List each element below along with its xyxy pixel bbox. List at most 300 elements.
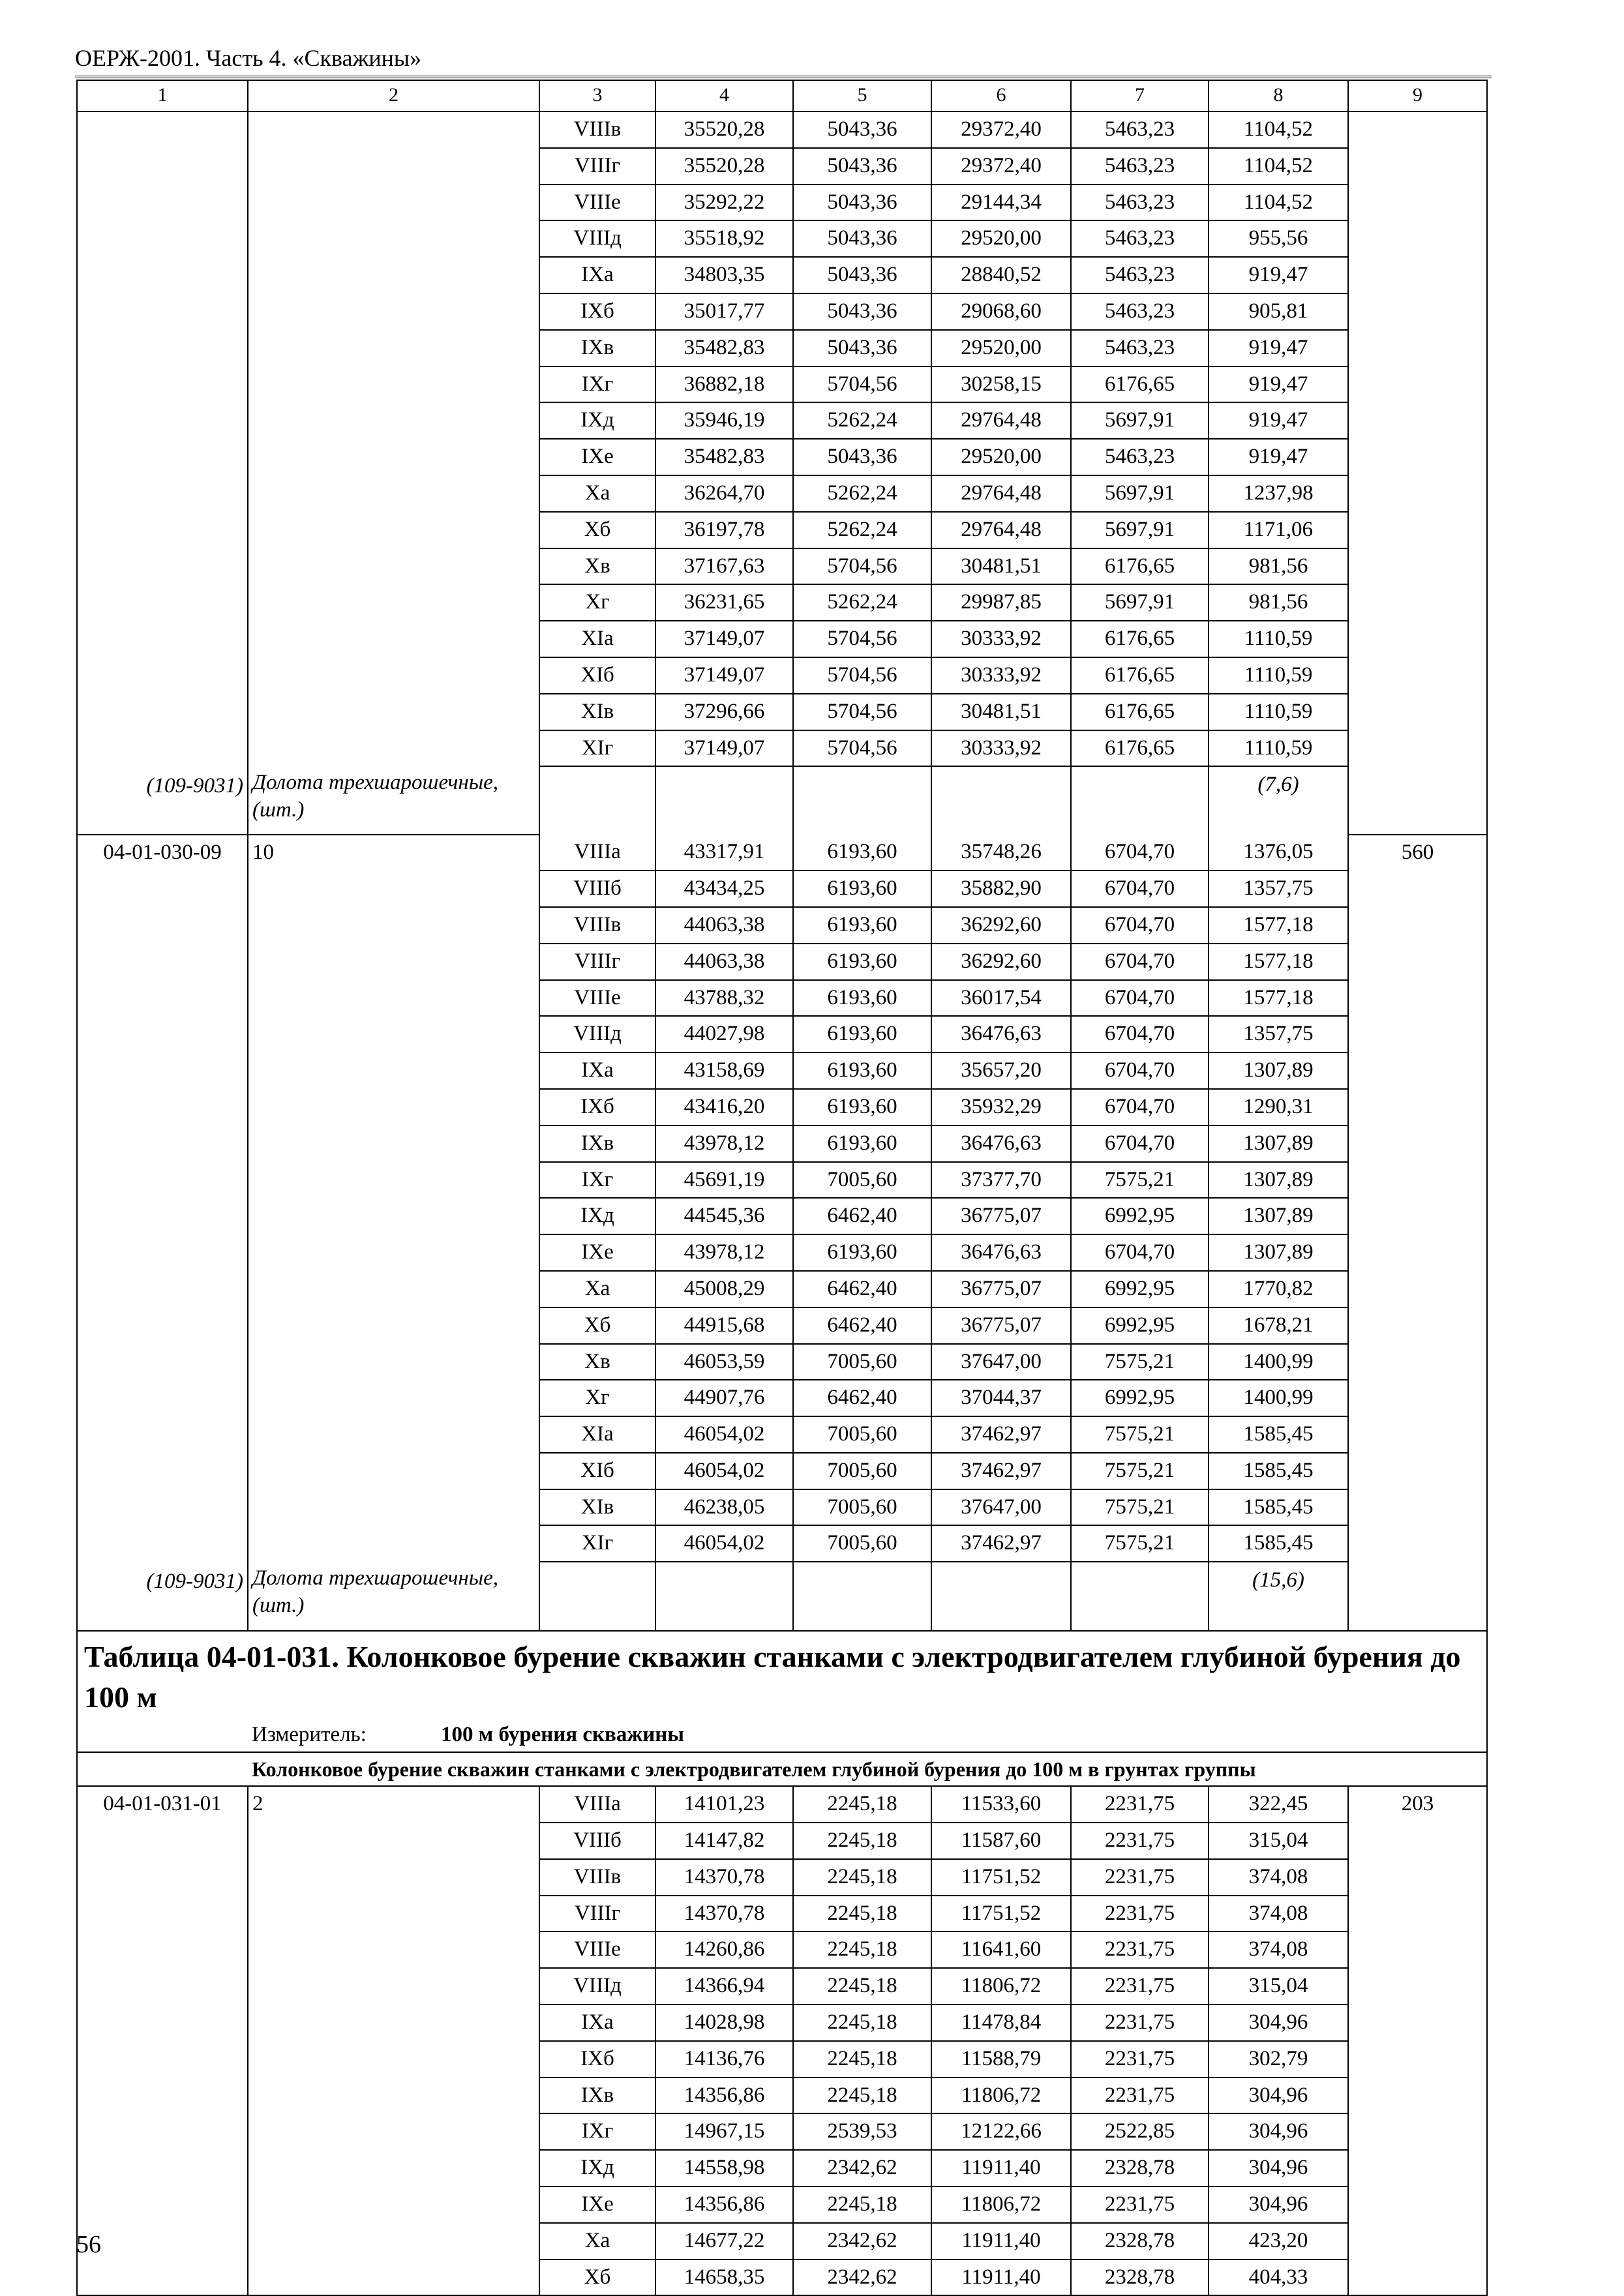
value-cell: 11806,72: [931, 2186, 1071, 2223]
table-cell: [77, 1052, 248, 1089]
value-cell: 5463,23: [1071, 148, 1209, 185]
col9-value: 203: [1348, 1786, 1487, 1823]
column-number: 4: [655, 80, 793, 112]
table-cell: [655, 1562, 793, 1631]
resource-note-row: [77, 766, 1487, 835]
table-cell: [248, 1234, 539, 1271]
value-cell: 37044,37: [931, 1380, 1071, 1416]
table-cell: [1348, 657, 1487, 694]
value-cell: 304,96: [1209, 2005, 1348, 2041]
soil-group: XIг: [539, 730, 655, 767]
page-number: 56: [76, 2231, 101, 2258]
value-cell: 37462,97: [931, 1416, 1071, 1453]
soil-group: XIа: [539, 1416, 655, 1453]
table-cell: [1348, 1823, 1487, 1859]
value-cell: 29372,40: [931, 148, 1071, 185]
table-cell: [248, 657, 539, 694]
value-cell: 1110,59: [1209, 657, 1348, 694]
table-cell: [1348, 1931, 1487, 1968]
soil-group: IXа: [539, 1052, 655, 1089]
value-cell: 1585,45: [1209, 1525, 1348, 1562]
value-cell: 6704,70: [1071, 1089, 1209, 1126]
table-cell: [248, 1823, 539, 1859]
value-cell: 7005,60: [793, 1416, 931, 1453]
table-cell: [77, 1271, 248, 1307]
table-cell: [1348, 2005, 1487, 2041]
value-cell: 37462,97: [931, 1453, 1071, 1489]
soil-group: VIIIд: [539, 220, 655, 257]
soil-group: IXе: [539, 1234, 655, 1271]
table-row: [77, 694, 1487, 730]
table-cell: [77, 1896, 248, 1932]
table-row: [77, 330, 1487, 366]
value-cell: 7575,21: [1071, 1344, 1209, 1380]
value-cell: 1307,89: [1209, 1126, 1348, 1162]
table-cell: [931, 1562, 1071, 1631]
table-cell: [77, 1234, 248, 1271]
value-cell: 2245,18: [793, 1786, 931, 1823]
table-cell: [1348, 980, 1487, 1017]
value-cell: 1237,98: [1209, 475, 1348, 512]
value-cell: 5043,36: [793, 330, 931, 366]
value-cell: 35518,92: [655, 220, 793, 257]
table-cell: [248, 980, 539, 1017]
table-cell: [1348, 1562, 1487, 1631]
table-cell: [248, 1453, 539, 1489]
table-row: [77, 2005, 1487, 2041]
soil-group: IXд: [539, 2150, 655, 2186]
soil-group: IXа: [539, 257, 655, 293]
table-cell: [248, 907, 539, 944]
table-cell: [1348, 220, 1487, 257]
table-cell: [77, 402, 248, 439]
table-row: [77, 1859, 1487, 1896]
table-cell: [77, 621, 248, 657]
soil-group: Xа: [539, 475, 655, 512]
table-cell: [248, 185, 539, 221]
value-cell: 6193,60: [793, 1052, 931, 1089]
table-cell: [1348, 330, 1487, 366]
table-cell: [248, 293, 539, 330]
value-cell: 2342,62: [793, 2223, 931, 2259]
value-cell: 6176,65: [1071, 621, 1209, 657]
value-cell: 43978,12: [655, 1126, 793, 1162]
value-cell: 12122,66: [931, 2113, 1071, 2150]
value-cell: 14658,35: [655, 2259, 793, 2296]
soil-group: Xа: [539, 2223, 655, 2259]
table-row: [77, 1823, 1487, 1859]
value-cell: 7575,21: [1071, 1489, 1209, 1526]
value-cell: 34803,35: [655, 257, 793, 293]
table-cell: [1348, 2078, 1487, 2114]
soil-group: XIв: [539, 694, 655, 730]
table-row: [77, 548, 1487, 585]
table-cell: [248, 1126, 539, 1162]
value-cell: 46238,05: [655, 1489, 793, 1526]
soil-group: IXд: [539, 1198, 655, 1234]
value-cell: 5697,91: [1071, 584, 1209, 621]
value-cell: 37377,70: [931, 1162, 1071, 1199]
value-cell: 423,20: [1209, 2223, 1348, 2259]
value-cell: 2245,18: [793, 1896, 931, 1932]
table-cell: [1348, 1162, 1487, 1199]
value-cell: 29987,85: [931, 584, 1071, 621]
table-cell: [1348, 548, 1487, 585]
table-cell: [248, 1307, 539, 1344]
soil-group: IXб: [539, 2041, 655, 2078]
soil-group: Xб: [539, 512, 655, 548]
value-cell: 35017,77: [655, 293, 793, 330]
table-cell: [248, 148, 539, 185]
table-cell: [77, 1416, 248, 1453]
value-cell: 36476,63: [931, 1126, 1071, 1162]
soil-group: IXв: [539, 2078, 655, 2114]
table-cell: [248, 694, 539, 730]
table-cell: [77, 1931, 248, 1968]
value-cell: 1400,99: [1209, 1344, 1348, 1380]
table-cell: [1348, 2186, 1487, 2223]
soil-group: VIIIд: [539, 1016, 655, 1052]
value-cell: 1290,31: [1209, 1089, 1348, 1126]
value-cell: 5463,23: [1071, 330, 1209, 366]
value-cell: 43978,12: [655, 1234, 793, 1271]
value-cell: 6704,70: [1071, 871, 1209, 907]
table-row: [77, 1416, 1487, 1453]
soil-group: IXв: [539, 1126, 655, 1162]
value-cell: 5463,23: [1071, 439, 1209, 475]
table-cell: [1348, 584, 1487, 621]
soil-group: Xв: [539, 548, 655, 585]
value-cell: 35482,83: [655, 330, 793, 366]
value-cell: 36197,78: [655, 512, 793, 548]
table-cell: [1348, 512, 1487, 548]
soil-group: VIIIг: [539, 148, 655, 185]
value-cell: 6704,70: [1071, 835, 1209, 871]
table-cell: [77, 1453, 248, 1489]
soil-group: IXб: [539, 1089, 655, 1126]
table-cell: [77, 907, 248, 944]
value-cell: 1307,89: [1209, 1162, 1348, 1199]
table-cell: [77, 1016, 248, 1052]
value-cell: 6193,60: [793, 1126, 931, 1162]
value-cell: 14147,82: [655, 1823, 793, 1859]
value-cell: 1577,18: [1209, 944, 1348, 980]
value-cell: 1376,05: [1209, 835, 1348, 871]
value-cell: 2231,75: [1071, 1896, 1209, 1932]
table-row: [77, 1052, 1487, 1089]
value-cell: 46054,02: [655, 1453, 793, 1489]
value-cell: 1585,45: [1209, 1489, 1348, 1526]
column-number: 6: [931, 80, 1071, 112]
table-cell: [77, 475, 248, 512]
value-cell: 35946,19: [655, 402, 793, 439]
value-cell: 6176,65: [1071, 366, 1209, 403]
value-cell: 2342,62: [793, 2259, 931, 2296]
value-cell: 44907,76: [655, 1380, 793, 1416]
value-cell: 7575,21: [1071, 1525, 1209, 1562]
soil-group: Xа: [539, 1271, 655, 1307]
value-cell: 6462,40: [793, 1198, 931, 1234]
value-cell: 6704,70: [1071, 1052, 1209, 1089]
table-cell: [1348, 1525, 1487, 1562]
value-cell: 14028,98: [655, 2005, 793, 2041]
value-cell: 45691,19: [655, 1162, 793, 1199]
table-row: [77, 402, 1487, 439]
table-cell: [248, 1859, 539, 1896]
value-cell: 1577,18: [1209, 980, 1348, 1017]
value-cell: 36882,18: [655, 366, 793, 403]
table-cell: [248, 1380, 539, 1416]
col2-value: 2: [248, 1786, 539, 1823]
table-cell: [248, 1968, 539, 2005]
value-cell: 919,47: [1209, 366, 1348, 403]
value-cell: 5463,23: [1071, 185, 1209, 221]
soil-group: Xг: [539, 1380, 655, 1416]
value-cell: 5463,23: [1071, 220, 1209, 257]
value-cell: 1357,75: [1209, 871, 1348, 907]
table-cell: [77, 871, 248, 907]
table-cell: [77, 1307, 248, 1344]
table-cell: [77, 657, 248, 694]
table-cell: [77, 148, 248, 185]
table-cell: [931, 766, 1071, 835]
table-cell: [1348, 1271, 1487, 1307]
table-cell: [1348, 1198, 1487, 1234]
table-cell: [248, 1089, 539, 1126]
value-cell: 1171,06: [1209, 512, 1348, 548]
value-cell: 36775,07: [931, 1307, 1071, 1344]
table-title: Таблица 04-01-031. Колонковое бурение скважин станками с электродвигателем глубиной бурения до 100 м: [77, 1631, 1487, 1718]
value-cell: 14677,22: [655, 2223, 793, 2259]
value-cell: 11587,60: [931, 1823, 1071, 1859]
table-row: [77, 1931, 1487, 1968]
table-cell: [1348, 2150, 1487, 2186]
table-cell: [1348, 1234, 1487, 1271]
table-cell: [77, 1525, 248, 1562]
value-cell: 36017,54: [931, 980, 1071, 1017]
value-cell: 2245,18: [793, 2078, 931, 2114]
value-cell: 6176,65: [1071, 730, 1209, 767]
table-cell: [1348, 1016, 1487, 1052]
value-cell: 5704,56: [793, 548, 931, 585]
table-cell: [248, 1162, 539, 1199]
table-cell: [1348, 1126, 1487, 1162]
table-row: [77, 1344, 1487, 1380]
soil-group: VIIIе: [539, 185, 655, 221]
value-cell: 2231,75: [1071, 2078, 1209, 2114]
measure-row: [77, 1718, 1487, 1752]
soil-group: XIа: [539, 621, 655, 657]
soil-group: VIIIг: [539, 1896, 655, 1932]
soil-group: IXг: [539, 1162, 655, 1199]
value-cell: 302,79: [1209, 2041, 1348, 2078]
value-cell: 1110,59: [1209, 621, 1348, 657]
table-cell: [77, 2078, 248, 2114]
value-cell: 6704,70: [1071, 1126, 1209, 1162]
table-cell: [1348, 694, 1487, 730]
rate-code: 04-01-031-01: [77, 1786, 248, 1823]
soil-group: VIIIг: [539, 944, 655, 980]
table-cell: [1348, 2223, 1487, 2259]
table-cell: [77, 2113, 248, 2150]
value-cell: 2245,18: [793, 1968, 931, 2005]
table-cell: [77, 1344, 248, 1380]
value-cell: 2231,75: [1071, 2041, 1209, 2078]
table-cell: [248, 366, 539, 403]
value-cell: 29068,60: [931, 293, 1071, 330]
table-cell: [1348, 1344, 1487, 1380]
table-row: [77, 220, 1487, 257]
table-row: [77, 871, 1487, 907]
table-row: [77, 907, 1487, 944]
table-row: [77, 584, 1487, 621]
value-cell: 37647,00: [931, 1344, 1071, 1380]
table-row: [77, 2150, 1487, 2186]
value-cell: 14356,86: [655, 2186, 793, 2223]
table-cell: [248, 730, 539, 767]
value-cell: 14967,15: [655, 2113, 793, 2150]
value-cell: 2231,75: [1071, 1968, 1209, 2005]
value-cell: 2522,85: [1071, 2113, 1209, 2150]
col9-value: 560: [1348, 835, 1487, 871]
column-number: 1: [77, 80, 248, 112]
value-cell: 7005,60: [793, 1525, 931, 1562]
value-cell: 14101,23: [655, 1786, 793, 1823]
value-cell: 1104,52: [1209, 185, 1348, 221]
resource-name: Долота трехшарошечные, (шт.): [248, 766, 539, 835]
value-cell: 2328,78: [1071, 2223, 1209, 2259]
table-row: [77, 148, 1487, 185]
column-number: 9: [1348, 80, 1487, 112]
value-cell: 5043,36: [793, 257, 931, 293]
value-cell: 1110,59: [1209, 730, 1348, 767]
value-cell: 36231,65: [655, 584, 793, 621]
table-cell: [1348, 907, 1487, 944]
value-cell: 5697,91: [1071, 475, 1209, 512]
value-cell: 374,08: [1209, 1896, 1348, 1932]
value-cell: 5704,56: [793, 621, 931, 657]
table-cell: [77, 1859, 248, 1896]
value-cell: 45008,29: [655, 1271, 793, 1307]
value-cell: 29764,48: [931, 475, 1071, 512]
table-cell: [793, 766, 931, 835]
table-row: [77, 2186, 1487, 2223]
table-cell: [1348, 1489, 1487, 1526]
table-cell: [77, 2186, 248, 2223]
table-cell: [77, 944, 248, 980]
value-cell: 35520,28: [655, 148, 793, 185]
value-cell: 29520,00: [931, 220, 1071, 257]
value-cell: 11911,40: [931, 2223, 1071, 2259]
table-row: [77, 1271, 1487, 1307]
value-cell: 43434,25: [655, 871, 793, 907]
table-cell: [77, 366, 248, 403]
value-cell: 905,81: [1209, 293, 1348, 330]
table-cell: [248, 2259, 539, 2296]
table-row: [77, 2078, 1487, 2114]
value-cell: 1110,59: [1209, 694, 1348, 730]
value-cell: 6462,40: [793, 1307, 931, 1344]
value-cell: 6992,95: [1071, 1307, 1209, 1344]
table-cell: [1348, 293, 1487, 330]
value-cell: 11806,72: [931, 2078, 1071, 2114]
table-row: [77, 1489, 1487, 1526]
table-cell: [248, 112, 539, 148]
soil-group: IXе: [539, 439, 655, 475]
value-cell: 2231,75: [1071, 2186, 1209, 2223]
table-row: [77, 1162, 1487, 1199]
table-cell: [248, 439, 539, 475]
soil-group: IXг: [539, 2113, 655, 2150]
col2-value: 10: [248, 835, 539, 871]
table-row: [77, 944, 1487, 980]
table-cell: [248, 402, 539, 439]
table-row: [77, 512, 1487, 548]
value-cell: 36476,63: [931, 1234, 1071, 1271]
table-cell: [248, 1896, 539, 1932]
soil-group: Xб: [539, 1307, 655, 1344]
table-row: [77, 657, 1487, 694]
value-cell: 6193,60: [793, 835, 931, 871]
value-cell: 7005,60: [793, 1489, 931, 1526]
table-row: [77, 2041, 1487, 2078]
value-cell: 37296,66: [655, 694, 793, 730]
table-cell: [248, 1052, 539, 1089]
table-row: [77, 366, 1487, 403]
soil-group: VIIIд: [539, 1968, 655, 2005]
value-cell: 14558,98: [655, 2150, 793, 2186]
table-row: [77, 730, 1487, 767]
value-cell: 46053,59: [655, 1344, 793, 1380]
value-cell: 1307,89: [1209, 1198, 1348, 1234]
column-number: 7: [1071, 80, 1209, 112]
value-cell: 5043,36: [793, 293, 931, 330]
table-title-row: [77, 1631, 1487, 1718]
value-cell: 1678,21: [1209, 1307, 1348, 1344]
table-cell: [248, 257, 539, 293]
table-cell: [248, 1198, 539, 1234]
table-cell: [248, 1931, 539, 1968]
value-cell: 6193,60: [793, 1016, 931, 1052]
value-cell: 35482,83: [655, 439, 793, 475]
table-cell: [1348, 2041, 1487, 2078]
table-cell: [1348, 1307, 1487, 1344]
value-cell: 1104,52: [1209, 148, 1348, 185]
table-cell: [77, 439, 248, 475]
table-row: [77, 2113, 1487, 2150]
value-cell: 30333,92: [931, 657, 1071, 694]
value-cell: 6992,95: [1071, 1271, 1209, 1307]
table-cell: [77, 1380, 248, 1416]
value-cell: 2231,75: [1071, 1823, 1209, 1859]
value-cell: 1357,75: [1209, 1016, 1348, 1052]
value-cell: 2231,75: [1071, 1859, 1209, 1896]
table-cell: [1348, 1968, 1487, 2005]
value-cell: 6992,95: [1071, 1380, 1209, 1416]
soil-group: IXв: [539, 330, 655, 366]
resource-code: (109-9031): [77, 1562, 248, 1631]
table-cell: [1071, 1562, 1209, 1631]
value-cell: 7005,60: [793, 1344, 931, 1380]
table-cell: [77, 512, 248, 548]
value-cell: 30258,15: [931, 366, 1071, 403]
value-cell: 6193,60: [793, 980, 931, 1017]
table-cell: [248, 2150, 539, 2186]
table-cell: [1348, 621, 1487, 657]
table-cell: [248, 220, 539, 257]
value-cell: 46054,02: [655, 1525, 793, 1562]
soil-group: XIб: [539, 1453, 655, 1489]
